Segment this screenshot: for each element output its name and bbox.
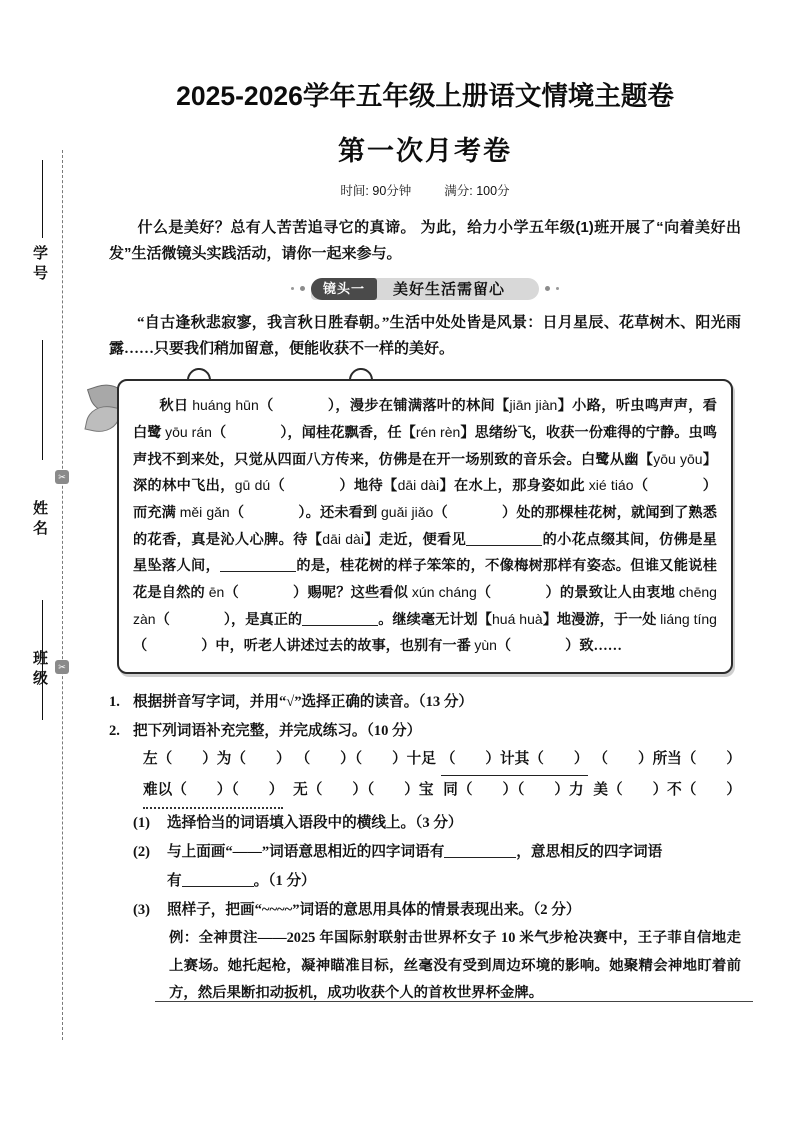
subquestion-2-part-b: ，意思相反的四字词语 — [516, 843, 663, 860]
passage-run: 而充满 — [133, 505, 180, 522]
pinyin-token: dāi dài — [322, 531, 364, 548]
lead-paragraph — [109, 310, 741, 363]
subquestion-1-text: 选择恰当的词语填入语段中的横线上。（3 分） — [167, 814, 463, 831]
idiom-part-a: 难以（ — [143, 782, 187, 799]
page-subtitle: 第一次月考卷 — [338, 136, 512, 166]
idiom-item[interactable] — [143, 776, 283, 808]
pinyin-token: huá huà — [492, 610, 543, 627]
pinyin-token: ēn — [208, 583, 225, 600]
pinyin-token: xún cháng — [411, 583, 477, 600]
idiom-part-a: （ — [440, 751, 456, 768]
scene-banner — [95, 278, 755, 300]
answer-blank-opposite[interactable] — [182, 886, 254, 887]
banner-dot-small-right — [556, 287, 559, 290]
answer-paren-blank[interactable]: （ ） — [155, 611, 232, 628]
idiom-part-b: ）（ — [352, 782, 375, 799]
banner-dot-small-left — [291, 287, 294, 290]
passage-box — [117, 379, 733, 674]
banner-body — [311, 278, 539, 300]
passage-run: 。继续毫无计划【 — [378, 611, 493, 628]
subquestion-2-body — [167, 838, 741, 896]
answer-blank-similar[interactable] — [444, 857, 516, 858]
passage-run: 】深的林中飞出， — [133, 451, 717, 495]
subquestion-2 — [133, 838, 741, 896]
intro-text: 什么是美好？总有人苦苦追寻它的真谛。 为此，给力小学五年级(1)班开展了“向着美好出发”生活微镜头实践活动，请你一起来参与。 — [109, 219, 741, 263]
idiom-item[interactable] — [143, 745, 291, 776]
idiom-part-c: ） — [276, 751, 291, 768]
idiom-part-b: ）为（ — [202, 751, 246, 768]
answer-paren-blank[interactable]: （ ） — [476, 584, 560, 601]
passage-run: 。还未看到 — [305, 505, 382, 522]
banner-title-label: 美好生活需留心 — [393, 281, 506, 298]
left-margin-strip — [0, 0, 95, 1122]
subquestion-3-number: (3) — [133, 902, 151, 919]
answer-paren-blank[interactable]: （ ） — [633, 478, 717, 495]
example-text: 例：全神贯注——2025 年国际射联射击世界杯女子 10 米气步枪决赛中，王子菲自信地走上赛场。她托起枪，凝神瞄准目标，丝毫没有受到周边环境的影响。她聚精会神地盯着前方，然后果断扣动扳机，成功收获个人的首枚世界杯金牌。 — [169, 930, 741, 1002]
passage-run: ，漫步在铺满落叶的林间【 — [335, 397, 510, 414]
idiom-part-c: ）宝 — [404, 782, 434, 799]
scissor-icon-top: ✂ — [55, 470, 69, 484]
passage-run: 的是，桂花树的样子笨笨的，不像梅树那样有姿态。但谁又能说桂花是自然的 — [133, 557, 717, 601]
passage-run: 】地漫游，于一处 — [542, 611, 661, 628]
subquestion-1-number: (1) — [133, 814, 151, 831]
question-2-number: 2. — [109, 722, 120, 739]
pinyin-token: yōu rán — [165, 423, 212, 440]
example-paragraph — [169, 925, 741, 1007]
subquestion-1 — [133, 809, 741, 838]
subquestion-2-part-c: 有 — [167, 872, 182, 889]
pinyin-token: yùn — [474, 637, 497, 654]
pinyin-token: dāi dài — [397, 477, 440, 494]
tear-dashed-line — [62, 150, 63, 1040]
passage-text — [133, 393, 717, 660]
passage-run: 】小路，听虫鸣声声，看白鹭 — [133, 397, 717, 441]
margin-label-class: 班级 — [31, 650, 47, 690]
passage-run: ，是真正的 — [231, 611, 303, 628]
passage-run: 地待【 — [353, 478, 398, 495]
idiom-part-b: ）（ — [216, 782, 239, 799]
intro-paragraph — [109, 215, 741, 268]
pinyin-token: gū dú — [234, 477, 271, 494]
scissor-icon-bottom: ✂ — [55, 660, 69, 674]
idiom-part-a: （ — [593, 751, 608, 768]
idiom-item[interactable] — [593, 776, 741, 808]
answer-underline-blank[interactable] — [302, 625, 378, 626]
score-label: 满分: 100分 — [444, 184, 510, 198]
passage-run: 的小花点缀其间，仿佛是星星坠落人间， — [133, 532, 717, 574]
subquestion-3-text: 照样子，把画“~~~~”词语的意思用具体的情景表现出来。（2 分） — [167, 902, 581, 919]
question-1 — [109, 688, 741, 716]
pinyin-token: jiān jiàn — [509, 396, 558, 413]
idiom-part-c: ） — [268, 782, 284, 799]
pinyin-token: guǎi jiǎo — [381, 504, 434, 521]
time-label: 时间: 90分钟 — [340, 184, 412, 198]
idiom-part-c: ） — [726, 782, 741, 799]
margin-label-student-id: 学号 — [31, 245, 47, 285]
question-1-text: 根据拼音写字词，并用“√”选择正确的读音。（13 分） — [133, 694, 474, 711]
idiom-part-c: ）十足 — [392, 751, 436, 768]
pinyin-token: xié tiáo — [588, 477, 634, 494]
answer-paren-blank[interactable]: （ ） — [270, 478, 354, 495]
passage-run: ，闻桂花飘香，任【 — [287, 424, 416, 441]
subquestion-2-number: (2) — [133, 843, 151, 860]
idiom-item[interactable] — [441, 745, 589, 776]
answer-paren-blank[interactable]: （ ） — [133, 638, 216, 655]
passage-run: 致…… — [579, 638, 622, 655]
passage-run: 处的那棵桂花树，就闻到了熟悉的花香，真是沁人心脾。待【 — [133, 505, 717, 549]
answer-paren-blank[interactable]: （ ） — [433, 505, 517, 522]
idiom-part-b: ）不（ — [652, 782, 697, 799]
idiom-part-a: 美（ — [593, 782, 623, 799]
idiom-part-b: ）（ — [340, 751, 363, 768]
idiom-part-c: ） — [726, 751, 741, 768]
idiom-part-c: ）力 — [554, 782, 584, 799]
idiom-item[interactable] — [293, 776, 433, 808]
questions-section — [109, 688, 741, 1007]
question-1-number: 1. — [109, 694, 120, 711]
idiom-item[interactable] — [593, 745, 741, 776]
passage-run: 】在水上，那身姿如此 — [439, 478, 589, 495]
idiom-row-1 — [143, 745, 741, 776]
idiom-part-a: 左（ — [143, 751, 173, 768]
pinyin-token: huáng hūn — [192, 396, 259, 413]
idiom-part-a: 无（ — [293, 782, 323, 799]
idiom-item[interactable] — [443, 776, 583, 808]
student-id-rule — [42, 160, 43, 238]
lead-text: “自古逢秋悲寂寥，我言秋日胜春朝。”生活中处处皆是风景：日月星辰、花草树木、阳光雨露……只要我们稍加留意，便能收获不一样的美好。 — [109, 314, 741, 358]
pinyin-token: liáng tíng — [660, 610, 717, 627]
subquestion-3 — [133, 896, 741, 925]
pinyin-token: chēng zàn — [133, 583, 717, 627]
question-2-text: 把下列词语补充完整，并完成练习。（10 分） — [133, 722, 422, 739]
exam-meta — [95, 181, 755, 199]
idiom-row-2 — [143, 776, 741, 808]
subquestion-2-part-d: 。（1 分） — [253, 872, 316, 889]
answer-underline-blank[interactable] — [466, 545, 542, 546]
idiom-part-b: ）计其（ — [485, 751, 544, 768]
pinyin-token: rén rèn — [415, 423, 461, 440]
passage-run: 赐呢？这些看似 — [307, 584, 412, 601]
idiom-part-b: ）所当（ — [637, 751, 697, 768]
idiom-part-a: （ — [295, 751, 311, 768]
passage-run: 秋日 — [159, 397, 193, 414]
answer-paren-blank[interactable]: （ ） — [258, 397, 336, 414]
answer-paren-blank[interactable]: （ ） — [229, 505, 306, 522]
name-rule — [42, 340, 43, 460]
answer-paren-blank[interactable]: （ ） — [224, 584, 308, 601]
banner-tag-label: 镜头一 — [311, 278, 377, 300]
margin-label-name: 姓名 — [31, 500, 47, 540]
answer-paren-blank[interactable]: （ ） — [211, 424, 288, 441]
subquestion-2-part-a: 与上面画“——”词语意思相近的四字词语有 — [167, 843, 445, 860]
idiom-part-c: ） — [573, 751, 589, 768]
idiom-part-b: ）（ — [502, 782, 525, 799]
idiom-part-a: 同（ — [443, 782, 473, 799]
passage-run: 的景致让人由衷地 — [559, 584, 679, 601]
passage-run: 中，听老人讲述过去的故事，也别有一番 — [215, 638, 475, 655]
idiom-item[interactable] — [296, 745, 436, 776]
answer-paren-blank[interactable]: （ ） — [496, 638, 580, 655]
answer-underline-blank[interactable] — [220, 571, 296, 572]
passage-run: 】走近，便看见 — [363, 532, 467, 549]
passage-wrapper — [117, 379, 733, 674]
pinyin-token: měi gǎn — [179, 504, 230, 521]
page-bottom-rule — [155, 1001, 753, 1002]
question-2 — [109, 717, 741, 745]
pinyin-token: yōu yōu — [653, 450, 703, 467]
exam-page — [95, 0, 755, 1122]
banner-dot-left — [300, 286, 305, 291]
page-title: 2025-2026学年五年级上册语文情境主题卷 — [176, 81, 674, 111]
passage-run: 】思绪纷飞，收获一份难得的宁静。虫鸣声找不到来处，只觉从四面八方传来，仿佛是在开一场别致的音乐会。白鹭从幽【 — [133, 424, 717, 468]
banner-dot-right — [545, 286, 550, 291]
